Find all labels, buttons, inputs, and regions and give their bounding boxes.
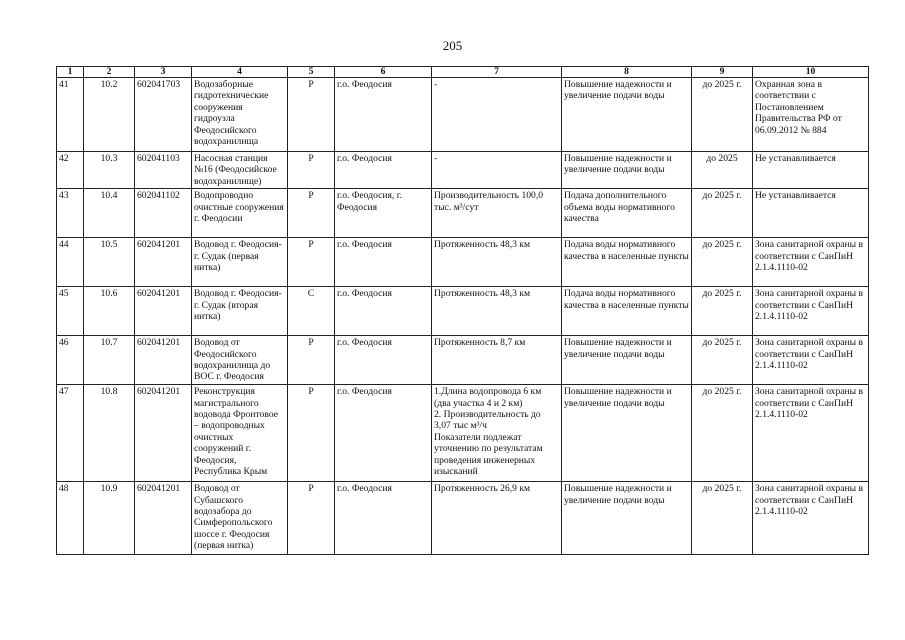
- object-code: 602041201: [135, 238, 192, 287]
- column-header: 4: [192, 67, 288, 78]
- column-header: 1: [57, 67, 84, 78]
- object-term: до 2025 г.: [692, 238, 753, 287]
- row-index: 10.4: [84, 189, 135, 238]
- object-name: Водовод г. Феодосия- г. Судак (вторая нитка): [192, 287, 288, 336]
- object-zone: Не устанавливается: [753, 152, 869, 189]
- object-term: до 2025 г.: [692, 336, 753, 385]
- object-purpose: Повышение надежности и увеличение подачи воды: [562, 482, 692, 555]
- object-zone: Зона санитарной охраны в соответствии с СанПиН 2.1.4.1110-02: [753, 238, 869, 287]
- objects-table: [56, 66, 869, 555]
- object-purpose: Повышение надежности и увеличение подачи воды: [562, 385, 692, 482]
- object-purpose: Повышение надежности и увеличение подачи воды: [562, 336, 692, 385]
- object-purpose: Повышение надежности и увеличение подачи воды: [562, 152, 692, 189]
- row-index: 10.2: [84, 78, 135, 152]
- object-location: г.о. Феодосия: [335, 482, 432, 555]
- column-header: 6: [335, 67, 432, 78]
- object-params: Протяженность 48,3 км: [432, 287, 562, 336]
- object-purpose: Подача дополнительного объема воды нормативного качества: [562, 189, 692, 238]
- object-purpose: Подача воды нормативного качества в населенные пункты: [562, 238, 692, 287]
- object-zone: Зона санитарной охраны в соответствии с СанПиН 2.1.4.1110-02: [753, 385, 869, 482]
- row-index: 10.6: [84, 287, 135, 336]
- object-status: Р: [288, 336, 335, 385]
- object-location: г.о. Феодосия: [335, 152, 432, 189]
- object-term: до 2025: [692, 152, 753, 189]
- object-location: г.о. Феодосия: [335, 238, 432, 287]
- object-name: Водовод г. Феодосия- г. Судак (первая нитка): [192, 238, 288, 287]
- row-number: 43: [57, 189, 84, 238]
- object-zone: Зона санитарной охраны в соответствии с СанПиН 2.1.4.1110-02: [753, 482, 869, 555]
- object-params: -: [432, 78, 562, 152]
- object-params: Производительность 100,0 тыс. м³/сут: [432, 189, 562, 238]
- object-location: г.о. Феодосия: [335, 336, 432, 385]
- object-params: 1.Длина водопровода 6 км (два участка 4 и 2 км) 2. Производительность до 3,07 тыс м³/ч Показатели подлежат уточнению по результатам проведения инженерных изысканий: [432, 385, 562, 482]
- column-header: 5: [288, 67, 335, 78]
- object-status: Р: [288, 385, 335, 482]
- object-zone: Зона санитарной охраны в соответствии с СанПиН 2.1.4.1110-02: [753, 336, 869, 385]
- row-index: 10.8: [84, 385, 135, 482]
- column-header: 3: [135, 67, 192, 78]
- row-number: 42: [57, 152, 84, 189]
- object-code: 602041703: [135, 78, 192, 152]
- column-header: 2: [84, 67, 135, 78]
- row-number: 48: [57, 482, 84, 555]
- table-row: [57, 238, 869, 287]
- object-location: г.о. Феодосия: [335, 78, 432, 152]
- object-zone: Охранная зона в соответствии с Постановлением Правительства РФ от 06.09.2012 № 884: [753, 78, 869, 152]
- object-code: 602041201: [135, 287, 192, 336]
- object-name: Насосная станция №16 (Феодосийское водохранилище): [192, 152, 288, 189]
- object-zone: Не устанавливается: [753, 189, 869, 238]
- object-term: до 2025 г.: [692, 78, 753, 152]
- column-header: 7: [432, 67, 562, 78]
- object-status: Р: [288, 238, 335, 287]
- object-code: 602041201: [135, 482, 192, 555]
- row-index: 10.5: [84, 238, 135, 287]
- object-name: Водозаборные гидротехнические сооружения гидроузла Феодосийского водохранилища: [192, 78, 288, 152]
- object-purpose: Повышение надежности и увеличение подачи воды: [562, 78, 692, 152]
- table-row: [57, 152, 869, 189]
- object-name: Реконструкция магистрального водовода Фронтовое – водопроводных очистных сооружений г. Феодосия, Республика Крым: [192, 385, 288, 482]
- column-header: 8: [562, 67, 692, 78]
- object-name: Водовод от Субашского водозабора до Симферопольского шоссе г. Феодосия (первая нитка): [192, 482, 288, 555]
- object-code: 602041103: [135, 152, 192, 189]
- row-number: 41: [57, 78, 84, 152]
- row-index: 10.9: [84, 482, 135, 555]
- object-status: С: [288, 287, 335, 336]
- object-params: Протяженность 8,7 км: [432, 336, 562, 385]
- object-params: -: [432, 152, 562, 189]
- object-status: Р: [288, 78, 335, 152]
- object-name: Водовод от Феодосийского водохранилища до ВОС г. Феодосия: [192, 336, 288, 385]
- table-row: [57, 482, 869, 555]
- object-status: Р: [288, 189, 335, 238]
- object-term: до 2025 г.: [692, 189, 753, 238]
- row-index: 10.3: [84, 152, 135, 189]
- table-row: [57, 287, 869, 336]
- row-number: 47: [57, 385, 84, 482]
- object-status: Р: [288, 482, 335, 555]
- object-code: 602041201: [135, 336, 192, 385]
- column-header: 10: [753, 67, 869, 78]
- row-number: 45: [57, 287, 84, 336]
- object-location: г.о. Феодосия, г. Феодосия: [335, 189, 432, 238]
- table-row: [57, 336, 869, 385]
- object-code: 602041102: [135, 189, 192, 238]
- object-term: до 2025 г.: [692, 287, 753, 336]
- table-header-row: [57, 67, 869, 78]
- column-header: 9: [692, 67, 753, 78]
- table-row: [57, 78, 869, 152]
- page-number: 205: [442, 38, 463, 53]
- row-number: 44: [57, 238, 84, 287]
- table-row: [57, 189, 869, 238]
- object-location: г.о. Феодосия: [335, 385, 432, 482]
- row-index: 10.7: [84, 336, 135, 385]
- object-code: 602041201: [135, 385, 192, 482]
- object-purpose: Подача воды нормативного качества в населенные пункты: [562, 287, 692, 336]
- object-term: до 2025 г.: [692, 385, 753, 482]
- row-number: 46: [57, 336, 84, 385]
- object-params: Протяженность 48,3 км: [432, 238, 562, 287]
- object-term: до 2025 г.: [692, 482, 753, 555]
- object-zone: Зона санитарной охраны в соответствии с СанПиН 2.1.4.1110-02: [753, 287, 869, 336]
- object-params: Протяженность 26,9 км: [432, 482, 562, 555]
- object-status: Р: [288, 152, 335, 189]
- object-location: г.о. Феодосия: [335, 287, 432, 336]
- object-name: Водопроводно очистные сооружения г. Феодосии: [192, 189, 288, 238]
- table-row: [57, 385, 869, 482]
